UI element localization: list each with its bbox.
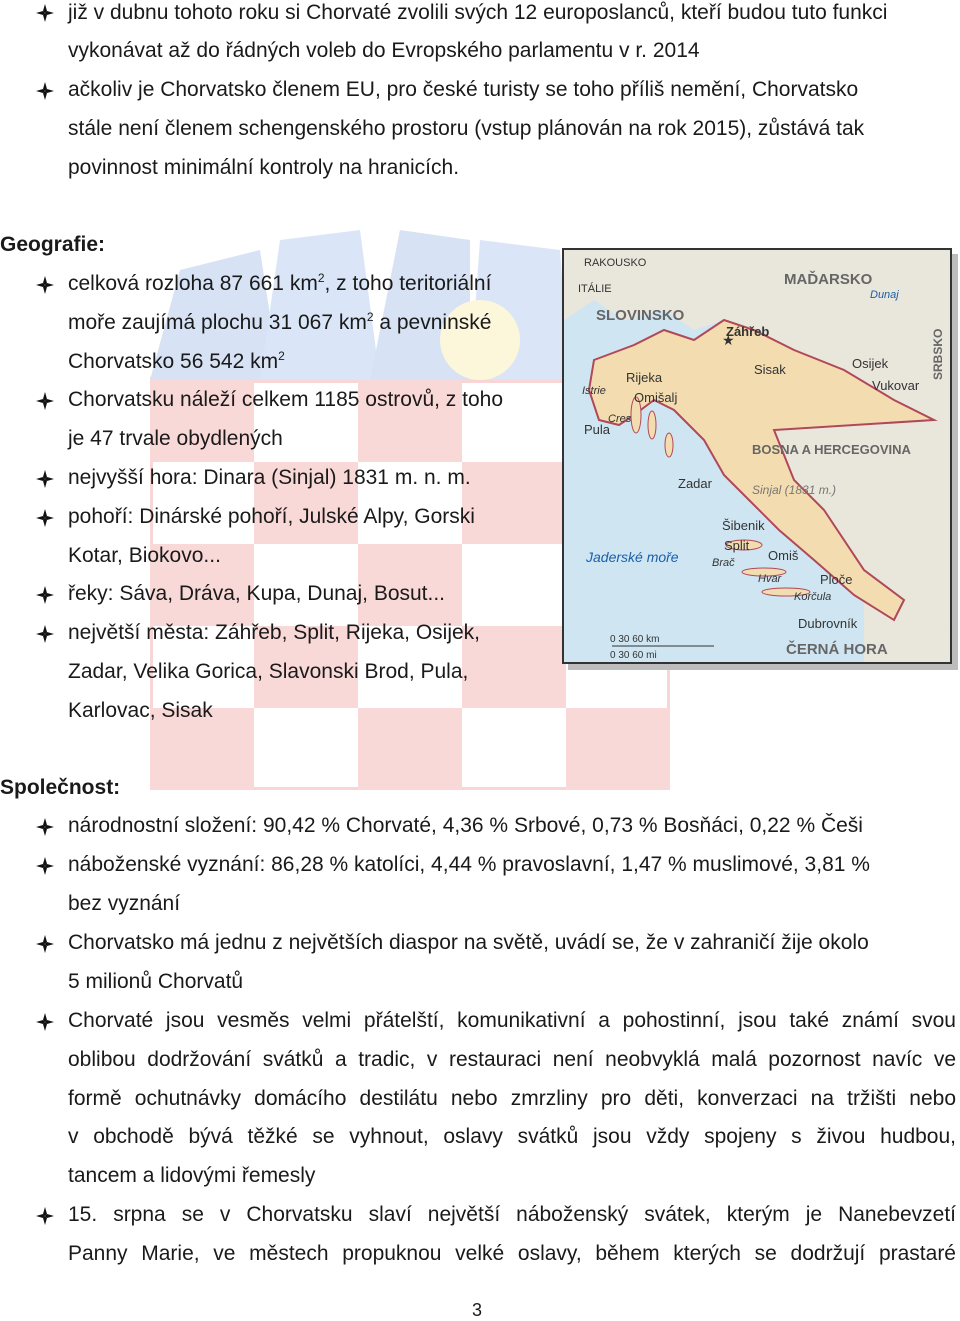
bullet-icon <box>36 1013 54 1031</box>
cities-line-2: Zadar, Velika Gorica, Slavonski Brod, Pula, <box>68 660 469 683</box>
map-label-osijek: Osijek <box>852 356 889 371</box>
map-label-madarsko: MAĎARSKO <box>784 271 873 288</box>
rivers: řeky: Sáva, Dráva, Kupa, Dunaj, Bosut... <box>68 582 446 605</box>
map-label-split: Split <box>724 538 750 553</box>
holiday-line-2: Panny Marie, ve městech propuknou velké oslavy, během kterých se dodržují prastaré <box>68 1242 956 1265</box>
map-label-zahreb: Záhřeb <box>726 324 770 339</box>
capital-star-icon: ★ <box>722 332 735 348</box>
page-number: 3 <box>472 1300 483 1320</box>
map-label-pula: Pula <box>584 422 611 437</box>
cities-line-3: Karlovac, Sisak <box>68 699 213 722</box>
map-label-brac: Brač <box>712 557 735 569</box>
bullet-icon <box>36 935 54 953</box>
bullet-icon <box>36 1207 54 1225</box>
islands-line-1: Chorvatsku náleží celkem 1185 ostrovů, z toho <box>68 388 504 411</box>
bullet-icon <box>36 586 54 604</box>
islands-line-2: je 47 trvale obydlených <box>68 427 283 450</box>
croatia-map-graphic <box>564 250 950 662</box>
bullet-icon <box>36 276 54 294</box>
people-line-5: tancem a lidovými řemesly <box>68 1164 316 1187</box>
people-line-3: formě ochutnávky domácího destilátu nebo zmrzliny pro děti, konverzaci na tržišti nebo <box>68 1087 956 1110</box>
map-label-cerna-hora: ČERNÁ HORA <box>786 641 888 658</box>
croatia-map <box>562 248 952 664</box>
mountains-line-2: Kotar, Biokovo... <box>68 544 221 567</box>
intro-bullet-1-line-2: vykonávat až do řádných voleb do Evropského parlamentu v r. 2014 <box>68 39 700 62</box>
map-label-srbsko: SRBSKO <box>931 328 945 380</box>
map-label-hvar: Hvar <box>758 573 782 585</box>
map-scale-mi: 0 30 60 mi <box>610 650 657 661</box>
religion-line-2: bez vyznání <box>68 892 181 915</box>
holiday-line-1: 15. srpna se v Chorvatsku slaví největší náboženský svátek, kterým je Nanebevzetí <box>68 1203 956 1226</box>
diaspora-line-2: 5 milionů Chorvatů <box>68 970 244 993</box>
map-label-sibenik: Šibenik <box>722 518 765 533</box>
map-label-vukovar: Vukovar <box>872 378 920 393</box>
highest-peak: nejvyšší hora: Dinara (Sinjal) 1831 m. n. m. <box>68 466 471 489</box>
map-label-omis: Omiš <box>768 548 799 563</box>
map-label-korcula: Korčula <box>794 591 832 603</box>
bullet-icon <box>36 392 54 410</box>
geography-heading: Geografie: <box>0 233 106 256</box>
intro-bullet-1-line-1: již v dubnu tohoto roku si Chorvaté zvolili svých 12 europoslanců, kteří budou tuto funkci <box>68 1 888 24</box>
intro-bullet-2-line-2: stále není členem schengenského prostoru (vstup plánován na rok 2015), zůstává tak <box>68 117 865 140</box>
map-label-dubrovnik: Dubrovník <box>798 616 858 631</box>
cities-line-1: největší města: Záhřeb, Split, Rijeka, Osijek, <box>68 621 480 644</box>
bullet-icon <box>36 818 54 836</box>
map-label-jaderske: Jaderské moře <box>586 549 679 565</box>
intro-bullet-2-line-3: povinnost minimální kontroly na hranicích. <box>68 156 460 179</box>
map-label-rijeka: Rijeka <box>626 370 663 385</box>
map-label-italie: ITÁLIE <box>578 283 612 295</box>
mountains-line-1: pohoří: Dinárské pohoří, Julské Alpy, Gorski <box>68 505 475 528</box>
map-scale-km: 0 30 60 km <box>610 634 660 645</box>
area-line-1: celková rozloha 87 661 $km^2$, z toho teritoriální <box>68 271 492 295</box>
bullet-icon <box>36 82 54 100</box>
intro-bullet-2-line-1: ačkoliv je Chorvatsko členem EU, pro české turisty se toho příliš nemění, Chorvatsko <box>68 78 859 101</box>
bullet-icon <box>36 509 54 527</box>
people-line-1: Chorvaté jsou vesměs velmi přátelští, komunikativní a pohostinní, jsou také známí svou <box>68 1009 956 1032</box>
map-label-istrie: Istrie <box>582 385 606 397</box>
bullet-icon <box>36 4 54 22</box>
map-label-sinjal: Sinjal (1831 m.) <box>752 483 837 497</box>
bullet-icon <box>36 470 54 488</box>
bullet-icon <box>36 625 54 643</box>
area-line-3: Chorvatsko 56 542 $km^2$ <box>68 349 285 373</box>
map-label-slovinsko: SLOVINSKO <box>596 307 685 324</box>
society-heading: Společnost: <box>0 776 121 799</box>
people-line-4: v obchodě bývá těžké se vyhnout, oslavy svátků jsou vždy spojeny s živou hudbou, <box>68 1125 956 1148</box>
religion-line-1: náboženské vyznání: 86,28 % katolíci, 4,44 % pravoslavní, 1,47 % muslimové, 3,81 % <box>68 853 870 876</box>
map-label-dunaj: Dunaj <box>870 289 899 301</box>
nationality: národnostní složení: 90,42 % Chorvaté, 4,36 % Srbové, 0,73 % Bosňáci, 0,22 % Češi <box>68 814 863 837</box>
bullet-icon <box>36 857 54 875</box>
map-label-rakousko: RAKOUSKO <box>584 257 647 269</box>
map-label-cres: Cres <box>608 413 632 425</box>
people-line-2: oblibou dodržování svátků a tradic, v restauraci není neobvyklá malá pozornost navíc ve <box>68 1048 956 1071</box>
map-label-bosna: BOSNA A HERCEGOVINA <box>752 442 911 457</box>
diaspora-line-1: Chorvatsko má jednu z největších diaspor na světě, uvádí se, že v zahraničí žije okolo <box>68 931 869 954</box>
map-label-ploce: Ploče <box>820 572 853 587</box>
map-label-sisak: Sisak <box>754 362 786 377</box>
map-label-zadar: Zadar <box>678 476 712 491</box>
map-label-omisalj: Omišalj <box>634 390 678 405</box>
area-line-2: moře zaujímá plochu 31 067 $km^2$ a pevninské <box>68 310 492 334</box>
